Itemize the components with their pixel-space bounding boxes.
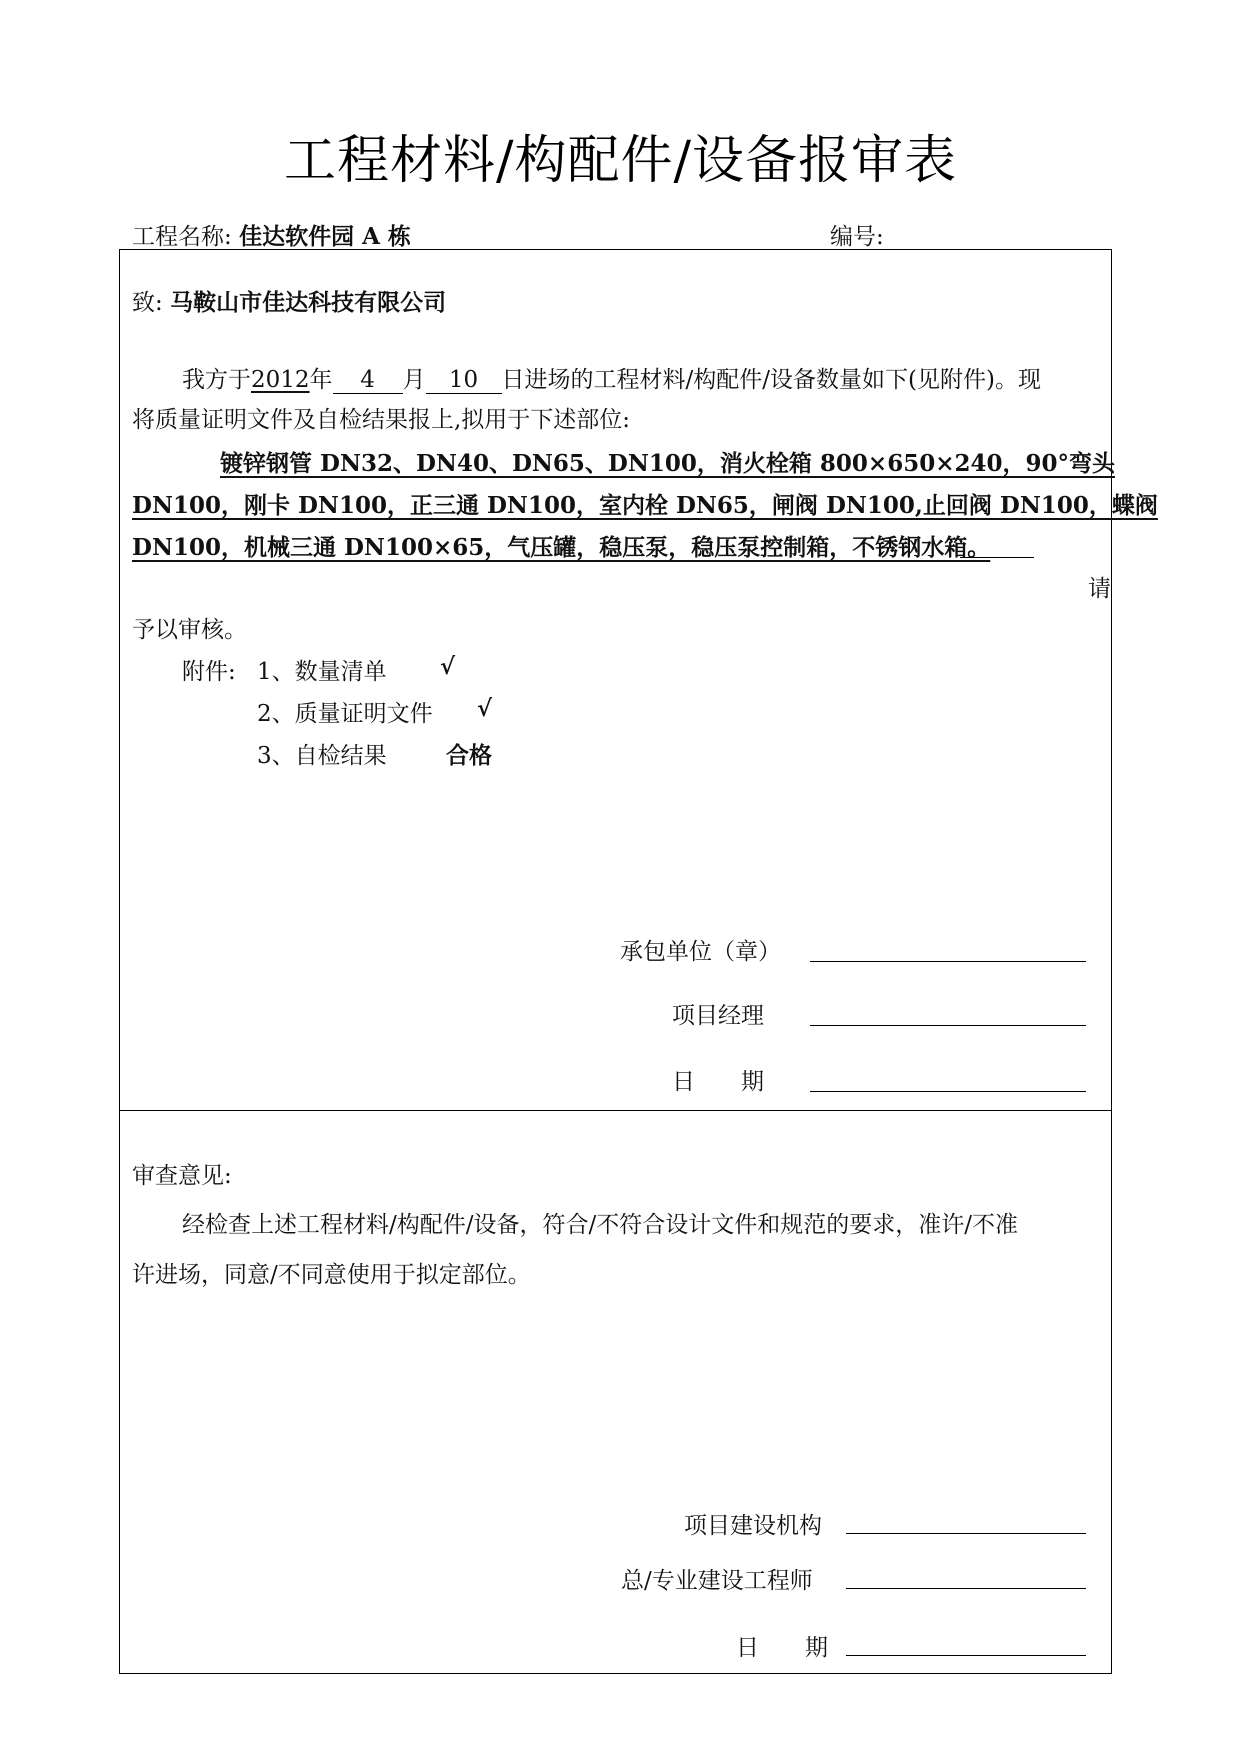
opinion-line-1: 经检查上述工程材料/构配件/设备，符合/不符合设计文件和规范的要求，准许/不准 [182,1212,1018,1238]
org-signature-line [846,1533,1086,1534]
attachments-label: 附件: [182,659,236,685]
self-check-result: 合格 [446,742,492,769]
lower-date-label: 日 期 [736,1635,828,1661]
addressee [132,284,446,317]
request-char: 请 [1088,576,1111,602]
attachment-item-3: 3、自检结果 [257,743,387,769]
lower-date-line [846,1655,1086,1656]
number-field [830,218,884,251]
number-label: 编号: [830,224,884,250]
org-label: 项目建设机构 [684,1513,822,1539]
intro-rest: 日进场的工程材料/构配件/设备数量如下(见附件)。现 [501,367,1041,393]
month-suffix: 月 [402,367,426,393]
to-label: 致: [132,290,163,316]
project-name: 佳达软件园 A 栋 [239,223,411,250]
intro-prefix: 我方于 [182,367,251,393]
month-value: 4 [333,368,403,394]
upper-date-line [810,1091,1086,1092]
manager-signature-line [810,1025,1086,1026]
attachment-item-1: 1、数量清单 [257,659,387,685]
to-name: 马鞍山市佳达科技有限公司 [170,289,447,316]
intro-line-1 [182,361,1041,394]
materials-underline-tail [960,557,1034,558]
contractor-signature-line [810,961,1086,962]
project-field [132,218,411,251]
year-value: 2012 [251,367,310,393]
year-suffix: 年 [309,367,333,393]
day-value: 10 [426,368,502,394]
opinion-label: 审查意见: [132,1163,232,1189]
check-mark-icon: √ [477,695,493,722]
section-divider [119,1110,1112,1111]
upper-date-label: 日 期 [672,1069,764,1095]
request-rest: 予以审核。 [132,617,247,643]
intro-line-2: 将质量证明文件及自检结果报上,拟用于下述部位: [132,407,631,433]
contractor-label: 承包单位（章） [620,939,781,965]
engineer-signature-line [846,1588,1086,1589]
materials-line-1: 镀锌钢管 DN32、DN40、DN65、DN100，消火栓箱 800×650×240，90°弯头 [220,450,1116,477]
page-title: 工程材料/构配件/设备报审表 [283,131,958,191]
check-mark-icon: √ [440,653,456,680]
manager-label: 项目经理 [672,1003,764,1029]
materials-line-2: DN100，刚卡 DN100，正三通 DN100，室内栓 DN65，闸阀 DN100,止回阀 DN100，蝶阀 [132,492,1158,519]
project-label: 工程名称: [132,224,232,250]
attachment-item-2: 2、质量证明文件 [257,701,433,727]
opinion-line-2: 许进场，同意/不同意使用于拟定部位。 [132,1262,531,1288]
engineer-label: 总/专业建设工程师 [621,1568,813,1594]
materials-line-3: DN100，机械三通 DN100×65，气压罐，稳压泵，稳压泵控制箱，不锈钢水箱。 [132,534,991,561]
